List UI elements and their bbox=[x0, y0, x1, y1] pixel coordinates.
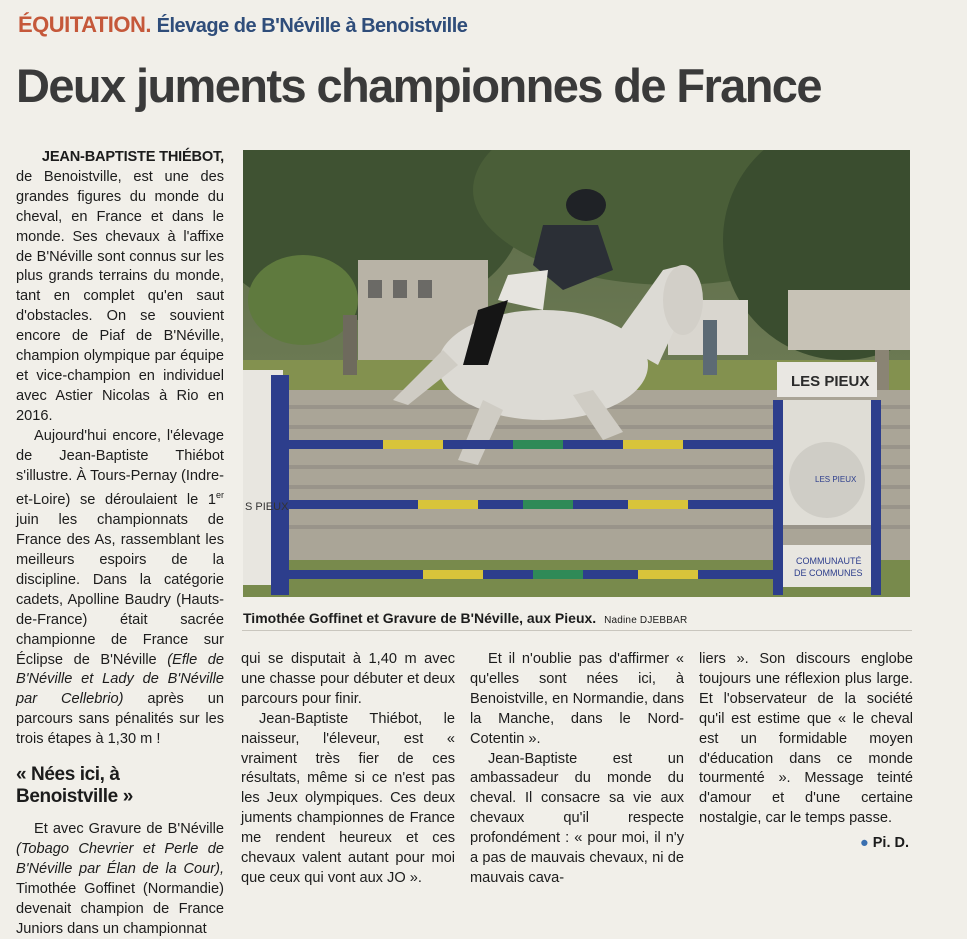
caption-divider bbox=[242, 630, 912, 631]
photo-logo-text: LES PIEUX bbox=[815, 475, 857, 484]
article-photo bbox=[243, 150, 910, 597]
paragraph-8: liers ». Son discours englobe toujours une réflexion plus large. Et l'observateur de la société qu'il est estime que « le cheval est un formidable moyen d'éducation dans ce monde tourmenté ». Message teinté d'amour et d'une certaine nostalgie, car le temps passe. bbox=[699, 651, 913, 827]
article-column-3 bbox=[470, 650, 684, 889]
article-headline: Deux juments championnes de France bbox=[16, 59, 821, 112]
article-column-1 bbox=[16, 148, 224, 939]
article-subhead: « Nées ici, à Benoistville » bbox=[16, 764, 133, 808]
photo-caption bbox=[243, 610, 910, 626]
signature-text: Pi. D. bbox=[872, 835, 910, 851]
rubric-label: ÉQUITATION. bbox=[18, 12, 152, 37]
article-column-2 bbox=[241, 650, 455, 889]
paragraph-4: qui se disputait à 1,40 m avec une chasse pour débuter et deux parcours pour finir. bbox=[241, 651, 455, 707]
kicker-subtitle: Élevage de B'Néville à Benoistville bbox=[156, 15, 468, 37]
paragraph-intro bbox=[16, 148, 224, 168]
paragraph-3: Et avec Gravure de B'Néville (Tobago Chevrier et Perle de B'Néville par Élan de la Cour), Timothée Goffinet (Normandie) devenait champion de France Juniors dans un championnat bbox=[16, 821, 224, 937]
paragraph-7: Jean-Baptiste est un ambassadeur du monde du cheval. Il consacre sa vie aux chevaux qu'il respecte profondément : « pour moi, il n'y a pas de mauvais chevaux, ni de mauvais cava- bbox=[470, 750, 684, 886]
paragraph-6: Et il n'oublie pas d'affirmer « qu'elles sont nées ici, à Benoistville, en Normandie, dans la Manche, dans le Nord-Cotentin ». bbox=[470, 651, 684, 747]
photo-sign-top: LES PIEUX bbox=[791, 373, 870, 390]
paragraph-1: de Benoistville, est une des grandes figures du monde du cheval, en France et dans le monde. Ses chevaux à l'affixe de B'Néville sont connus sur les plus grands terrains du monde, tant en complet qu'en saut d'obstacles. On se souvient encore de Piaf de B'Néville, champion olympique par équipe et vice-champion en individuel avec Astier Nicolas à Rio en 2016. bbox=[16, 168, 224, 424]
photo-sign-bottom-1: COMMUNAUTÉ bbox=[796, 556, 862, 566]
bullet-icon: ● bbox=[860, 835, 869, 851]
article-signature bbox=[860, 835, 909, 851]
photo-credit: Nadine DJEBBAR bbox=[604, 615, 688, 626]
author-name: JEAN-BAPTISTE THIÉBOT, bbox=[41, 149, 224, 165]
photo-left-sign: S PIEUX bbox=[245, 501, 289, 513]
section-kicker bbox=[18, 12, 467, 38]
article-column-4 bbox=[699, 650, 913, 829]
paragraph-2: Aujourd'hui encore, l'élevage de Jean-Baptiste Thiébot s'illustre. À Tours-Pernay (Indre-et-Loire) se déroulaient le 1er juin les championnats de France des As, rassemblant les meilleurs espoirs de la discipline. Dans la catégorie cadets, Apolline Baudry (Hauts-de-France) était sacrée championne de France sur Éclipse de B'Néville (Efle de B'Néville et Lady de B'Néville par Cellebrio) après un parcours sans pénalités sur les trois étapes à 1,30 m ! bbox=[16, 427, 224, 748]
caption-text: Timothée Goffinet et Gravure de B'Néville, aux Pieux. bbox=[243, 610, 597, 626]
photo-sign-bottom-2: DE COMMUNES bbox=[794, 568, 863, 578]
paragraph-5: Jean-Baptiste Thiébot, le naisseur, l'éleveur, est « vraiment très fier de ces résultats, même si ce n'est pas les Jeux olympiques. Ces deux juments championnes de France me rendent heureux et ces chevaux valent autant pour moi que ceux qui vont aux JO ». bbox=[241, 710, 455, 886]
